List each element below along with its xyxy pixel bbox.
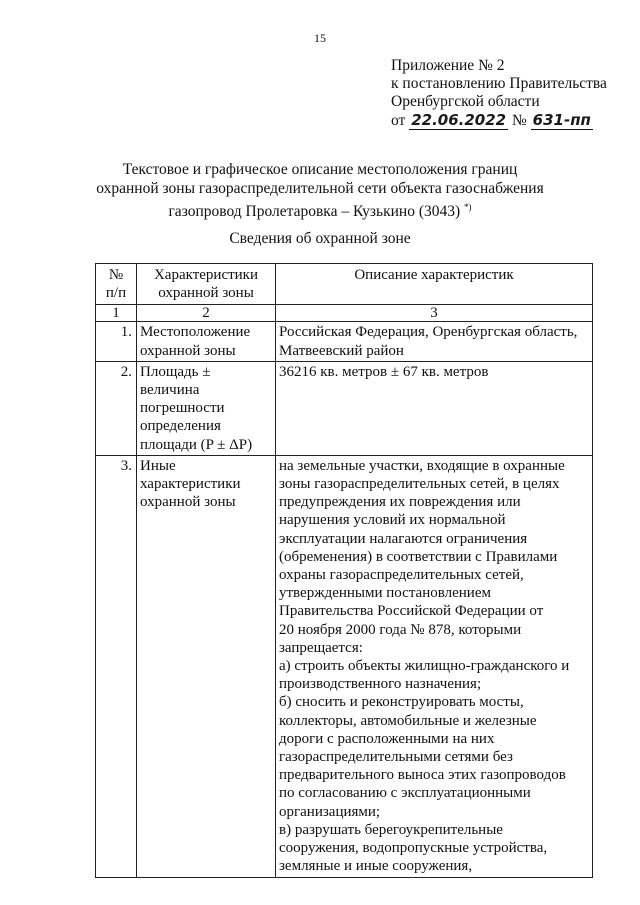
page-number: 15	[314, 31, 326, 45]
row-characteristic	[137, 455, 276, 877]
description-line: коллекторы, автомобильные и железные	[279, 712, 537, 729]
description-line: Российская Федерация, Оренбургская область,	[279, 324, 578, 341]
characteristic-line: Иные	[140, 457, 176, 474]
table-index-row	[96, 305, 593, 322]
row-number: 2.	[96, 361, 137, 455]
characteristic-line: величина	[140, 382, 200, 399]
appendix-date-prefix: от	[391, 112, 406, 129]
header-number	[96, 264, 137, 305]
description-line: газораспределительными сетями без	[279, 749, 513, 766]
description-line: утвержденными постановлением	[279, 585, 491, 602]
row-description	[276, 322, 593, 361]
characteristic-line: погрешности	[140, 400, 225, 417]
row-description	[276, 455, 593, 877]
appendix-line-3: Оренбургской области	[391, 93, 540, 110]
index-cell-1: 1	[96, 305, 137, 322]
characteristic-line: площади (P ± ΔP)	[140, 436, 253, 453]
table-header-row	[96, 264, 593, 305]
description-line: а) строить объекты жилищно-гражданского и	[279, 658, 570, 675]
section-title: Сведения об охранной зоне	[229, 230, 411, 247]
description-line: предупреждения их повреждения или	[279, 494, 521, 511]
description-line: предварительного выноса этих газопроводов	[279, 767, 566, 784]
description-line: в) разрушать берегоукрепительные	[279, 821, 503, 838]
index-cell-2: 2	[137, 305, 276, 322]
index-cell-3: 3	[276, 305, 593, 322]
characteristic-line: определения	[140, 418, 221, 435]
header-characteristic-line-1: Характеристики	[153, 267, 259, 283]
row-number: 1.	[96, 322, 137, 361]
description-line: по согласованию с эксплуатационными	[279, 785, 531, 802]
appendix-date-value: 22.06.2022	[411, 111, 507, 129]
description-line: Правительства Российской Федерации от	[279, 603, 544, 620]
description-line: производственного назначения;	[279, 676, 482, 693]
table-row	[96, 322, 593, 361]
description-line: земляные и иные сооружения,	[279, 858, 473, 875]
title-line-3-text: газопровод Пролетаровка – Кузькино (3043)	[168, 203, 461, 221]
table-row	[96, 361, 593, 455]
zone-info-table	[95, 263, 593, 878]
description-line: сооружения, водопропускные устройства,	[279, 840, 548, 857]
appendix-block	[391, 57, 607, 130]
characteristic-line: охранной зоны	[140, 342, 236, 359]
title-footnote-mark: *)	[464, 202, 472, 212]
description-line: Матвеевский район	[279, 342, 404, 359]
description-line: организациями;	[279, 803, 381, 820]
description-line: 36216 кв. метров ± 67 кв. метров	[279, 363, 489, 380]
row-characteristic	[137, 322, 276, 361]
header-description: Описание характеристик	[276, 264, 593, 305]
description-line: 20 ноября 2000 года № 878, которыми	[279, 621, 522, 638]
description-line: на земельные участки, входящие в охранные	[279, 457, 565, 474]
description-line: охраны газораспределительных сетей,	[279, 567, 524, 584]
title-line-2: охранной зоны газораспределительной сети объекта газоснабжения	[96, 180, 544, 197]
row-number: 3.	[96, 455, 137, 877]
document-title	[0, 160, 640, 221]
characteristic-line: Площадь ±	[140, 363, 211, 380]
appendix-line-2: к постановлению Правительства	[391, 75, 607, 92]
description-line: дороги с расположенными на них	[279, 730, 495, 747]
header-number-line-2: п/п	[105, 285, 127, 302]
row-description	[276, 361, 593, 455]
description-line: б) сносить и реконструировать мосты,	[279, 694, 524, 711]
description-line: запрещается:	[279, 639, 363, 656]
description-line: эксплуатации налагаются ограничения	[279, 530, 528, 547]
description-line: зоны газораспределительных сетей, в целях	[279, 476, 560, 493]
header-number-line-1: №	[108, 267, 124, 283]
characteristic-line: охранной зоны	[140, 494, 236, 511]
header-characteristic	[137, 264, 276, 305]
characteristic-line: Местоположение	[140, 324, 251, 341]
appendix-number-value: 631-пп	[532, 111, 591, 129]
characteristic-line: характеристики	[140, 476, 241, 493]
appendix-date-line	[391, 111, 607, 130]
title-line-1: Текстовое и графическое описание местоположения границ	[122, 161, 518, 178]
description-line: (обременения) в соответствии с Правилами	[279, 548, 558, 565]
appendix-line-1: Приложение № 2	[391, 57, 505, 74]
header-characteristic-line-2: охранной зоны	[158, 285, 254, 302]
description-line: нарушения условий их нормальной	[279, 512, 506, 529]
appendix-number-sign: №	[511, 112, 527, 129]
row-characteristic	[137, 361, 276, 455]
title-line-3	[0, 198, 640, 221]
table-row	[96, 455, 593, 877]
